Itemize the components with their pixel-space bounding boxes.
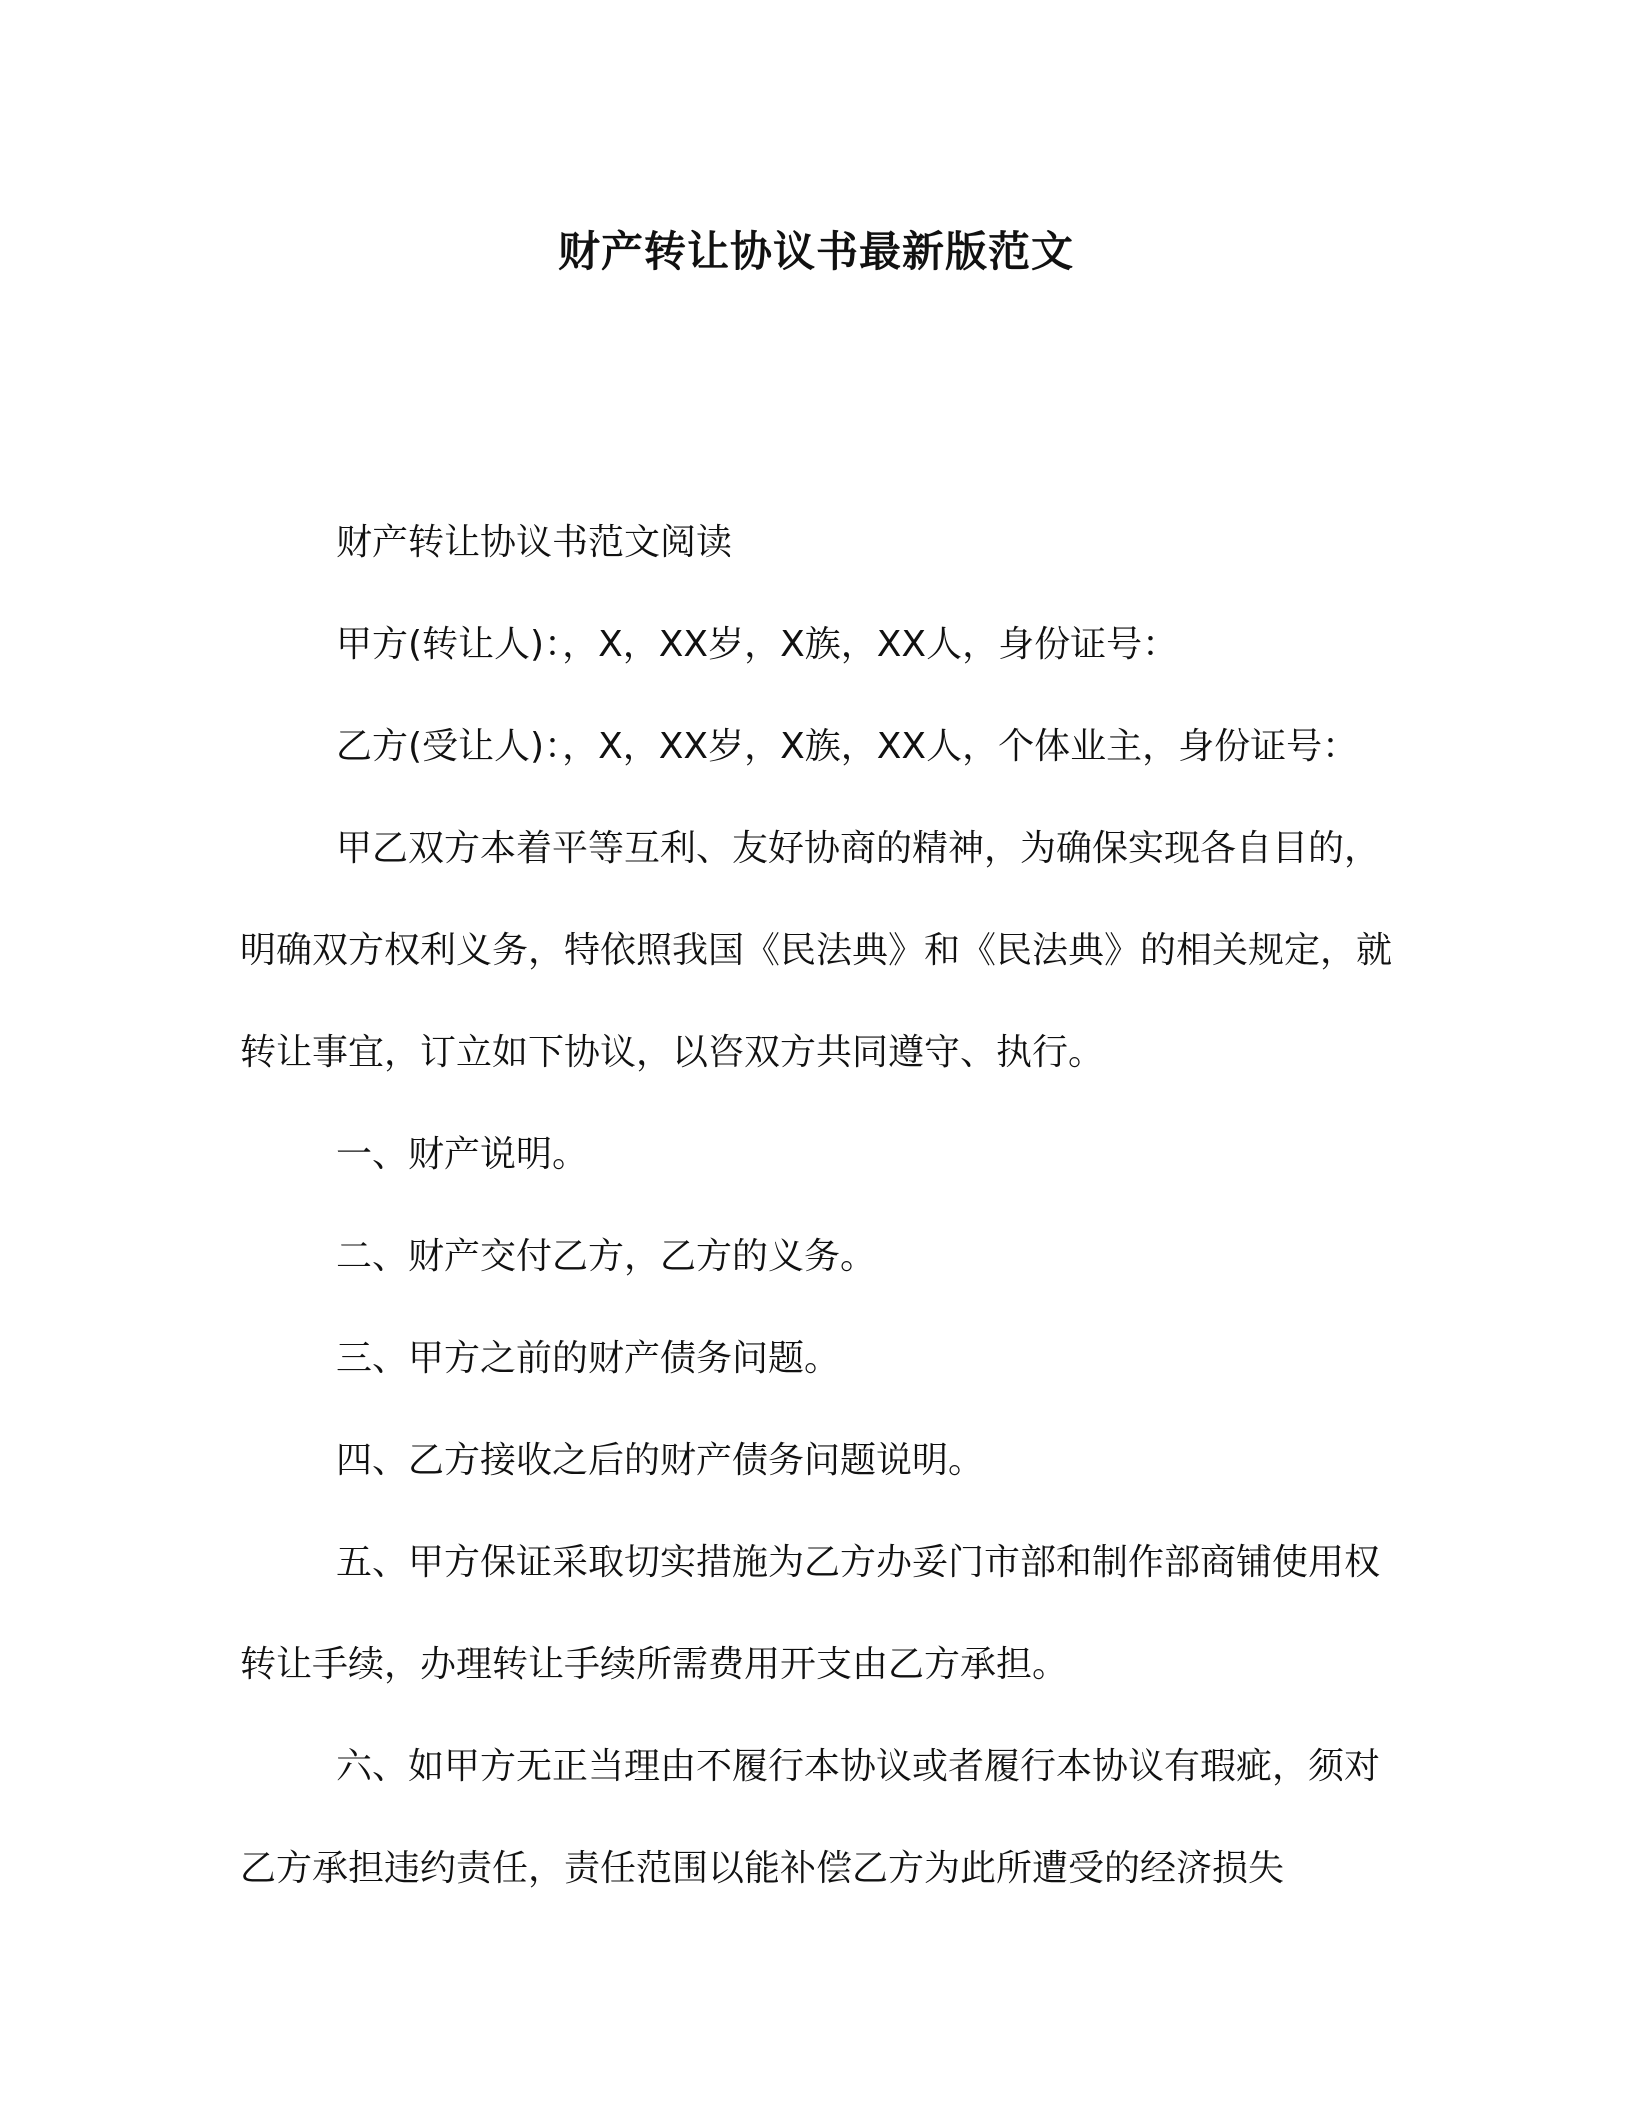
paragraph-clause-3: 三、甲方之前的财产债务问题。 — [336, 1338, 841, 1379]
paragraph-clause-5: 五、甲方保证采取切实措施为乙方办妥门市部和制作部商铺使用权转让手续，办理转让手续所需费用开支由乙方承担。 — [240, 1542, 1381, 1685]
paragraph-subtitle: 财产转让协议书范文阅读 — [336, 522, 733, 563]
paragraph-preamble: 甲乙双方本着平等互利、友好协商的精神，为确保实现各自目的，明确双方权利义务，特依照我国《民法典》和《民法典》的相关规定，就转让事宜，订立如下协议，以咨双方共同遵守、执行。 — [240, 828, 1393, 1073]
paragraph-clause-4: 四、乙方接收之后的财产债务问题说明。 — [336, 1440, 985, 1481]
document-title: 财产转让协议书最新版范文 — [557, 227, 1074, 276]
paragraph-clause-1: 一、财产说明。 — [336, 1134, 589, 1175]
paragraph-clause-6: 六、如甲方无正当理由不履行本协议或者履行本协议有瑕疵，须对乙方承担违约责任，责任范围以能补偿乙方为此所遭受的经济损失 — [240, 1746, 1381, 1889]
paragraph-clause-2: 二、财产交付乙方，乙方的义务。 — [336, 1236, 877, 1277]
paragraph-party-a: 甲方(转让人)：，X，XX岁，X族，XX人，身份证号： — [336, 624, 1179, 665]
document-body — [240, 492, 1400, 1920]
paragraph-party-b: 乙方(受让人)：，X，XX岁，X族，XX人，个体业主，身份证号： — [336, 726, 1359, 767]
